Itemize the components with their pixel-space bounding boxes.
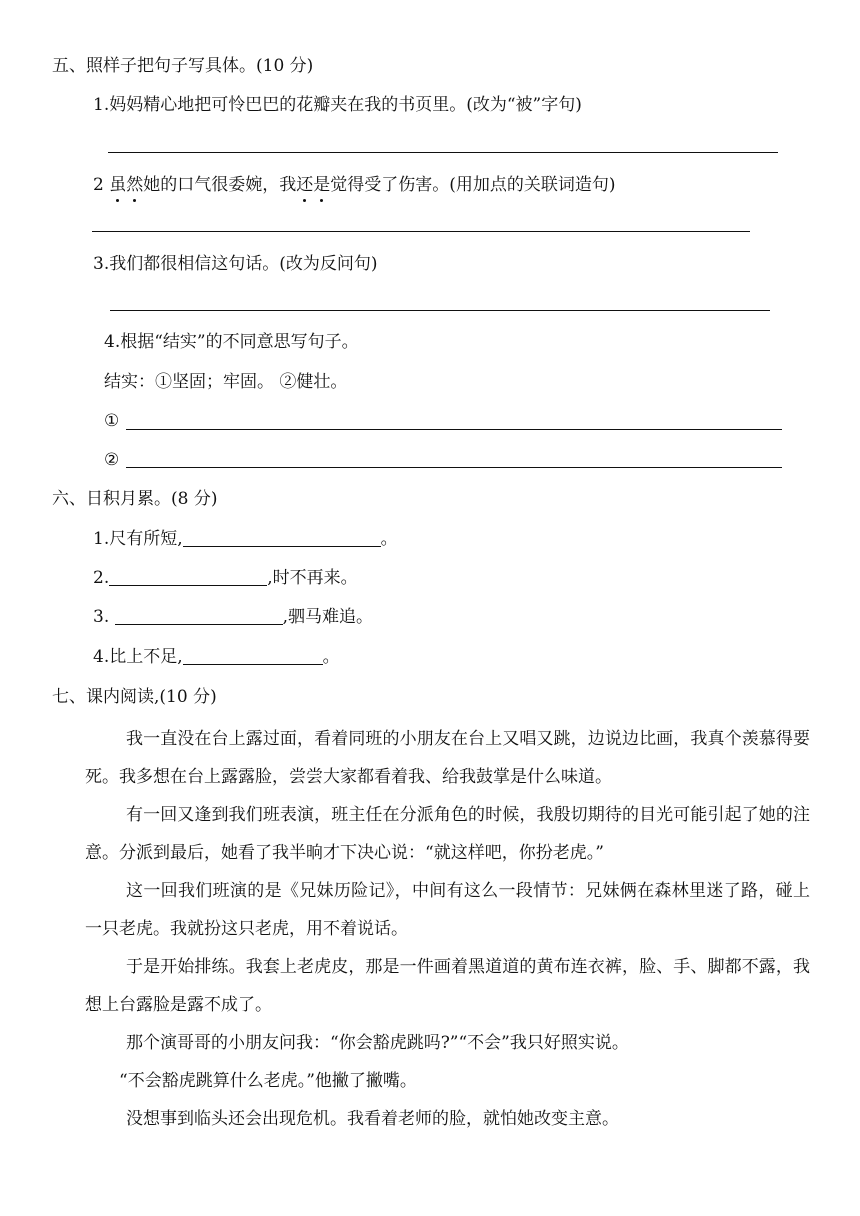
- reading-paragraph-3: 这一回我们班演的是《兄妹历险记》，中间有这么一段情节：兄妹俩在森林里迷了路，碰上一只老虎。我就扮这只老虎，用不着说话。: [85, 881, 810, 939]
- question-5-2-text-b: 觉得受了伤害。(用加点的关联词造句): [330, 175, 616, 195]
- question-5-4-meanings: 结实：①坚固；牢固。 ②健壮。: [104, 372, 348, 392]
- fill-item-4-prefix: 4.比上不足,: [93, 647, 183, 667]
- reading-paragraph-7: 没想事到临头还会出现危机。我看着老师的脸，就怕她改变主意。: [126, 1109, 619, 1129]
- question-5-1: 1.妈妈精心地把可怜巴巴的花瓣夹在我的书页里。(改为“被”字句): [93, 95, 582, 115]
- fill-item-1: [93, 527, 398, 551]
- answer-marker-2: ②: [104, 450, 120, 470]
- answer-line-5-4-1[interactable]: [126, 429, 782, 430]
- fill-blank-1[interactable]: [183, 528, 381, 547]
- fill-blank-2[interactable]: [109, 567, 267, 586]
- question-5-4: 4.根据“结实”的不同意思写句子。: [104, 332, 359, 352]
- fill-item-2-suffix: ,时不再来。: [267, 568, 358, 588]
- fill-item-3: [93, 605, 373, 629]
- answer-line-5-3[interactable]: [110, 310, 770, 311]
- emphasis-word-sui: 虽: [109, 175, 127, 195]
- question-5-2: [93, 173, 616, 197]
- answer-line-5-2[interactable]: [92, 231, 750, 232]
- question-5-3: 3.我们都很相信这句话。(改为反问句): [93, 254, 378, 274]
- fill-item-4-suffix: 。: [322, 647, 340, 667]
- fill-item-2-prefix: 2.: [93, 568, 110, 588]
- reading-paragraph-2: 有一回又逢到我们班表演，班主任在分派角色的时候，我殷切期待的目光可能引起了她的注意。分派到最后，她看了我半晌才下决心说：“就这样吧，你扮老虎。”: [85, 805, 810, 863]
- fill-item-4: [93, 645, 340, 669]
- fill-item-3-suffix: ,驷马难追。: [282, 607, 374, 627]
- emphasis-word-hai: 还: [296, 175, 314, 195]
- answer-line-5-4-2[interactable]: [126, 467, 782, 468]
- fill-item-2: [93, 566, 358, 590]
- reading-paragraph-1: 我一直没在台上露过面，看着同班的小朋友在台上又唱又跳，边说边比画，我真个羡慕得要死。我多想在台上露露脸，尝尝大家都看着我、给我鼓掌是什么味道。: [85, 729, 810, 787]
- emphasis-word-ran: 然: [126, 175, 144, 195]
- question-5-2-text-a: 她的口气很委婉，我: [143, 175, 297, 195]
- section-7-title: 七、课内阅读,(10 分): [52, 687, 217, 707]
- answer-line-5-1[interactable]: [108, 152, 778, 153]
- emphasis-word-shi: 是: [313, 175, 331, 195]
- fill-item-1-prefix: 1.尺有所短,: [93, 529, 183, 549]
- question-5-2-number: 2: [93, 175, 110, 195]
- section-5-title: 五、照样子把句子写具体。(10 分): [52, 56, 314, 76]
- fill-blank-4[interactable]: [183, 646, 323, 665]
- section-6-title: 六、日积月累。(8 分): [52, 489, 218, 509]
- fill-item-1-suffix: 。: [380, 529, 398, 549]
- fill-item-3-prefix: 3.: [93, 607, 115, 627]
- fill-blank-3[interactable]: [115, 606, 283, 625]
- answer-marker-1: ①: [104, 411, 120, 431]
- reading-paragraph-5: 那个演哥哥的小朋友问我：“你会豁虎跳吗?”“不会”我只好照实说。: [126, 1033, 629, 1053]
- reading-paragraph-4: 于是开始排练。我套上老虎皮，那是一件画着黑道道的黄布连衣裤，脸、手、脚都不露，我想上台露脸是露不成了。: [85, 957, 810, 1015]
- reading-paragraph-6: “不会豁虎跳算什么老虎。”他撇了撇嘴。: [119, 1071, 417, 1091]
